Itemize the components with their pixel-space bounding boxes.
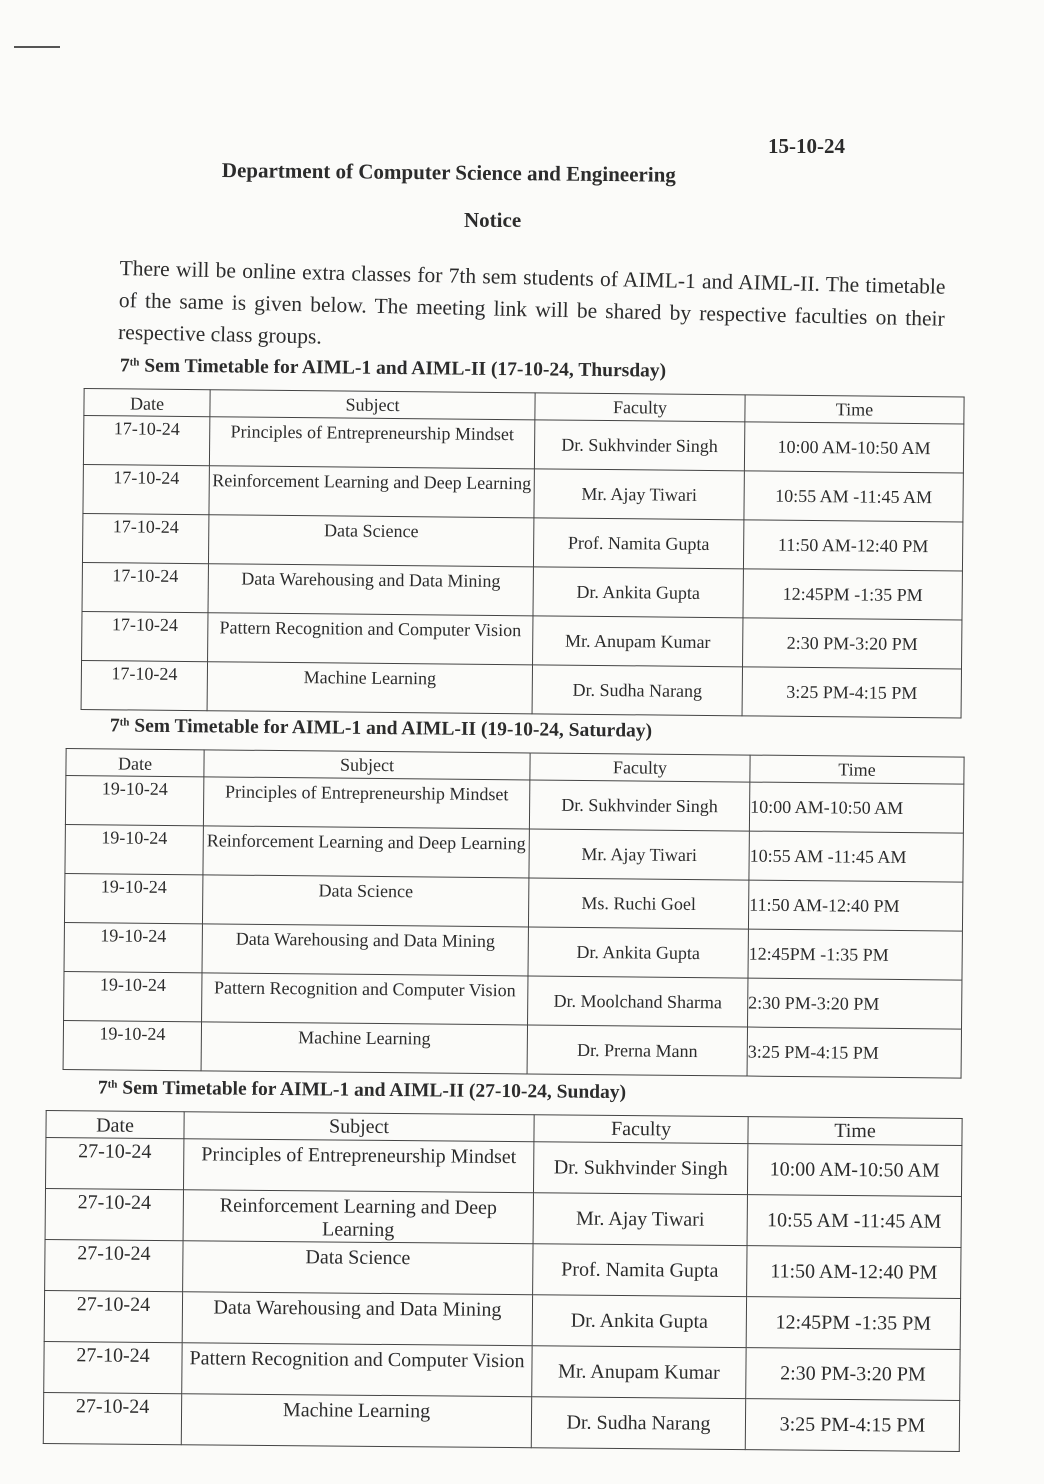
row-time: 10:55 AM -11:45 AM xyxy=(747,1195,961,1248)
row-faculty: Dr. Sukhvinder Singh xyxy=(534,420,744,471)
row-date: 19-10-24 xyxy=(64,873,202,923)
table-row xyxy=(82,562,962,619)
row-date: 17-10-24 xyxy=(82,513,208,563)
timetable xyxy=(43,1110,963,1452)
table-row xyxy=(46,1138,962,1197)
col-date-header: Date xyxy=(46,1111,184,1139)
col-faculty-header: Faculty xyxy=(534,1115,748,1144)
row-faculty: Mr. Ajay Tiwari xyxy=(534,469,744,520)
table-row xyxy=(44,1290,960,1349)
notice-date: 15-10-24 xyxy=(768,134,845,158)
heading-text: Sem Timetable for AIML-1 and AIML-II (27-10-24, Sunday) xyxy=(117,1077,627,1104)
row-faculty: Prof. Namita Gupta xyxy=(533,518,743,569)
row-subject: Principles of Entrepreneurship Mindset xyxy=(203,777,529,829)
row-faculty: Dr. Prerna Mann xyxy=(527,1025,747,1076)
row-date: 17-10-24 xyxy=(83,416,209,466)
table-row xyxy=(45,1239,961,1298)
col-subject-header: Subject xyxy=(210,390,535,420)
timetable-section xyxy=(63,712,965,1079)
heading-sem: 7 xyxy=(97,1077,108,1099)
row-subject: Reinforcement Learning and Deep Learning xyxy=(183,1190,533,1244)
table-row xyxy=(82,611,962,668)
row-faculty: Dr. Ankita Gupta xyxy=(533,567,743,618)
notice-paragraph xyxy=(118,252,946,367)
row-date: 17-10-24 xyxy=(81,660,207,710)
col-time-header: Time xyxy=(750,755,964,784)
row-subject: Data Science xyxy=(208,515,533,567)
row-subject: Pattern Recognition and Computer Vision xyxy=(182,1343,532,1397)
row-subject: Pattern Recognition and Computer Vision xyxy=(202,973,528,1025)
row-time: 11:50 AM-12:40 PM xyxy=(747,1246,961,1299)
timetable xyxy=(63,748,965,1079)
row-subject: Data Warehousing and Data Mining xyxy=(202,924,528,976)
row-time: 2:30 PM-3:20 PM xyxy=(743,618,962,669)
col-subject-header: Subject xyxy=(184,1112,534,1142)
timetable-section xyxy=(43,1074,963,1452)
table-row xyxy=(83,416,963,473)
row-time: 2:30 PM-3:20 PM xyxy=(748,978,962,1029)
row-time: 3:25 PM-4:15 PM xyxy=(745,1399,959,1452)
table-row xyxy=(64,971,962,1029)
heading-sup: th xyxy=(129,356,140,369)
row-faculty: Dr. Sudha Narang xyxy=(531,1397,745,1450)
row-subject: Machine Learning xyxy=(201,1022,527,1074)
row-time: 10:00 AM-10:50 AM xyxy=(749,782,963,833)
col-date-header: Date xyxy=(84,389,210,417)
row-faculty: Mr. Ajay Tiwari xyxy=(533,1193,747,1246)
row-faculty: Mr. Ajay Tiwari xyxy=(529,829,749,880)
row-date: 27-10-24 xyxy=(43,1392,181,1444)
row-time: 12:45PM -1:35 PM xyxy=(746,1297,960,1350)
heading-sup: th xyxy=(119,716,130,729)
row-subject: Machine Learning xyxy=(181,1394,531,1448)
timetable-section xyxy=(81,352,965,718)
table-row xyxy=(81,660,961,717)
table-row xyxy=(43,1392,959,1451)
row-time: 3:25 PM-4:15 PM xyxy=(747,1027,961,1078)
row-subject: Reinforcement Learning and Deep Learning xyxy=(203,826,529,878)
row-date: 17-10-24 xyxy=(83,464,209,514)
table-row xyxy=(45,1189,961,1248)
row-time: 11:50 AM-12:40 PM xyxy=(748,880,962,931)
row-subject: Data Science xyxy=(183,1241,533,1295)
row-faculty: Mr. Anupam Kumar xyxy=(533,616,743,667)
row-faculty: Dr. Sukhvinder Singh xyxy=(529,780,749,831)
row-faculty: Dr. Sudha Narang xyxy=(532,665,742,716)
row-faculty: Dr. Moolchand Sharma xyxy=(528,976,748,1027)
row-time: 12:45PM -1:35 PM xyxy=(743,569,962,620)
row-time: 2:30 PM-3:20 PM xyxy=(746,1348,960,1401)
row-date: 19-10-24 xyxy=(65,776,203,826)
row-subject: Principles of Entrepreneurship Mindset xyxy=(183,1139,533,1193)
row-subject: Data Warehousing and Data Mining xyxy=(208,564,533,616)
row-faculty: Ms. Ruchi Goel xyxy=(528,878,748,929)
row-date: 27-10-24 xyxy=(44,1341,182,1393)
col-time-header: Time xyxy=(745,395,964,424)
table-row xyxy=(63,1020,961,1078)
table-row xyxy=(82,513,962,570)
row-time: 12:45PM -1:35 PM xyxy=(748,929,962,980)
row-date: 19-10-24 xyxy=(64,971,202,1021)
row-faculty: Dr. Ankita Gupta xyxy=(532,1295,746,1348)
row-time: 11:50 AM-12:40 PM xyxy=(743,520,962,571)
row-date: 19-10-24 xyxy=(64,922,202,972)
row-faculty: Prof. Namita Gupta xyxy=(533,1244,747,1297)
row-subject: Machine Learning xyxy=(207,662,532,714)
col-time-header: Time xyxy=(748,1117,962,1146)
col-subject-header: Subject xyxy=(204,750,530,780)
col-faculty-header: Faculty xyxy=(530,753,750,782)
row-date: 17-10-24 xyxy=(82,562,208,612)
table-row xyxy=(44,1341,960,1400)
row-faculty: Dr. Ankita Gupta xyxy=(528,927,748,978)
table-row xyxy=(83,464,963,521)
row-subject: Reinforcement Learning and Deep Learning xyxy=(209,466,534,518)
heading-text: Sem Timetable for AIML-1 and AIML-II (19-10-24, Saturday) xyxy=(129,715,653,742)
row-faculty: Mr. Anupam Kumar xyxy=(532,1346,746,1399)
table-row xyxy=(65,776,963,834)
department-heading: Department of Computer Science and Engineering xyxy=(221,158,676,187)
row-subject: Principles of Entrepreneurship Mindset xyxy=(209,417,534,469)
row-time: 10:55 AM -11:45 AM xyxy=(744,471,963,522)
row-time: 10:00 AM-10:50 AM xyxy=(747,1144,961,1197)
notice-text: There will be online extra classes for 7th sem students of AIML-1 and AIML-II. The timetable of the same is given below. The meeting link will be shared by respective faculties on their respective class groups. xyxy=(117,255,946,349)
col-date-header: Date xyxy=(66,749,204,777)
heading-text: Sem Timetable for AIML-1 and AIML-II (17-10-24, Thursday) xyxy=(139,355,667,382)
row-subject: Data Science xyxy=(202,875,528,927)
timetable xyxy=(81,388,965,718)
scan-mark xyxy=(14,46,60,48)
row-date: 27-10-24 xyxy=(44,1290,182,1342)
heading-sem: 7 xyxy=(109,715,120,737)
table-row xyxy=(65,824,963,882)
row-date: 27-10-24 xyxy=(45,1239,183,1291)
row-subject: Data Warehousing and Data Mining xyxy=(182,1292,532,1346)
row-date: 27-10-24 xyxy=(45,1189,183,1241)
heading-sem: 7 xyxy=(119,355,130,377)
row-date: 27-10-24 xyxy=(46,1138,184,1190)
row-time: 10:55 AM -11:45 AM xyxy=(749,831,963,882)
row-date: 19-10-24 xyxy=(63,1020,201,1070)
row-time: 3:25 PM-4:15 PM xyxy=(742,667,961,718)
row-date: 19-10-24 xyxy=(65,824,203,874)
row-time: 10:00 AM-10:50 AM xyxy=(744,422,963,473)
col-faculty-header: Faculty xyxy=(535,393,745,422)
notice-title: Notice xyxy=(464,208,522,232)
row-subject: Pattern Recognition and Computer Vision xyxy=(208,613,533,665)
heading-sup: th xyxy=(107,1078,118,1091)
row-faculty: Dr. Sukhvinder Singh xyxy=(533,1142,747,1195)
table-row xyxy=(64,873,962,931)
table-row xyxy=(64,922,962,980)
row-date: 17-10-24 xyxy=(82,611,208,661)
